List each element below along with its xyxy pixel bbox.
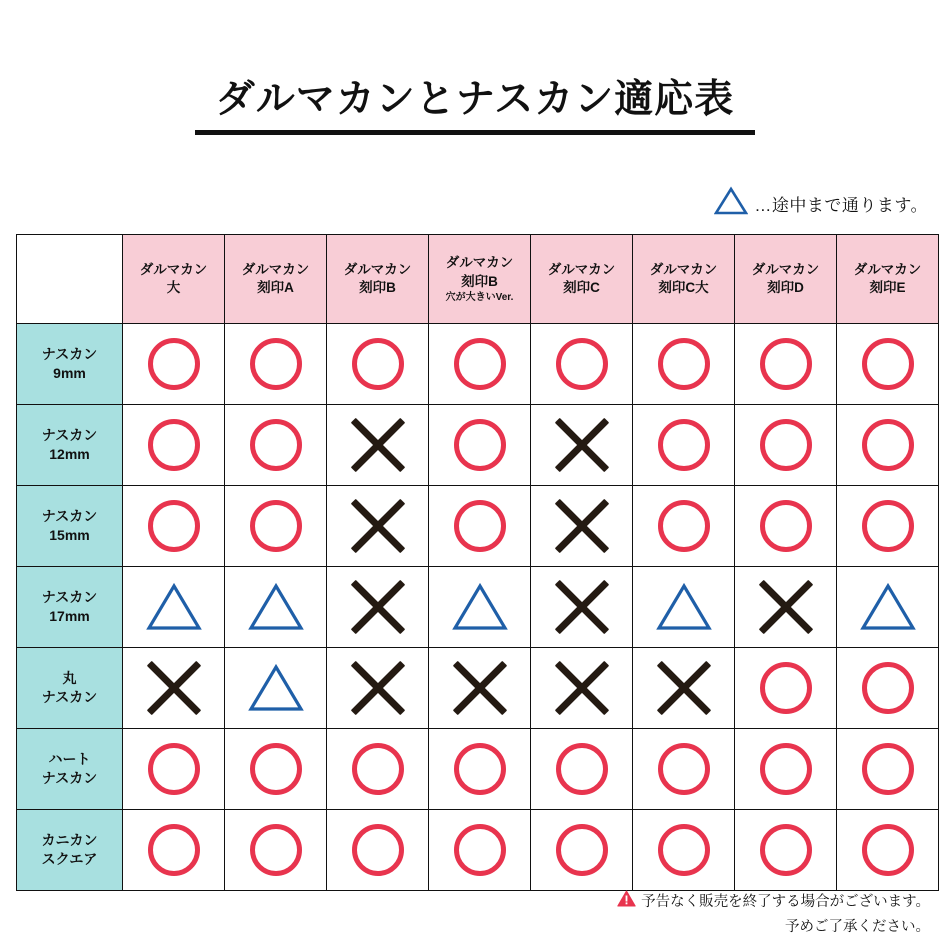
- column-header-3-line2: 刻印B: [461, 273, 498, 289]
- cell-r6-c6: [735, 810, 837, 891]
- column-header-1-line2: 刻印A: [257, 280, 294, 295]
- cross-icon: [351, 580, 405, 634]
- column-header-5: [633, 235, 735, 324]
- table-body: [17, 324, 939, 891]
- circle-icon: [454, 824, 506, 876]
- circle-icon: [658, 824, 710, 876]
- footnote-line-2: 予めご了承ください。: [785, 919, 930, 936]
- cell-r2-c4: [531, 486, 633, 567]
- column-header-6-line1: ダルマカン: [751, 261, 820, 277]
- cell-r3-c7: [837, 567, 939, 648]
- cell-r1-c6: [735, 405, 837, 486]
- cell-r1-c2: [327, 405, 429, 486]
- row-header-2-line2: 15mm: [49, 527, 90, 543]
- cell-r1-c0: [123, 405, 225, 486]
- circle-icon: [862, 662, 914, 714]
- cell-r2-c1: [225, 486, 327, 567]
- cell-r6-c3: [429, 810, 531, 891]
- table-row: [17, 486, 939, 567]
- column-header-2-line2: 刻印B: [359, 280, 396, 295]
- row-header-2-line1: ナスカン: [41, 508, 98, 525]
- circle-icon: [862, 824, 914, 876]
- page-title-area: [0, 0, 950, 135]
- cross-icon: [555, 661, 609, 715]
- cell-r5-c7: [837, 729, 939, 810]
- footnote-line-1: [617, 890, 930, 916]
- cell-r3-c1: [225, 567, 327, 648]
- column-header-3-sub: 穴が大きいVer.: [445, 291, 514, 303]
- row-header-1-line2: 12mm: [49, 446, 90, 462]
- table-corner-cell: [17, 235, 123, 324]
- cell-r2-c3: [429, 486, 531, 567]
- circle-icon: [760, 500, 812, 552]
- column-header-6-line2: 刻印D: [767, 280, 804, 295]
- cell-r6-c7: [837, 810, 939, 891]
- cross-icon: [759, 580, 813, 634]
- triangle-icon: [146, 582, 202, 632]
- cell-r1-c1: [225, 405, 327, 486]
- cell-r0-c3: [429, 324, 531, 405]
- table-row: [17, 648, 939, 729]
- cell-r5-c3: [429, 729, 531, 810]
- cell-r0-c4: [531, 324, 633, 405]
- row-header-4-line2: ナスカン: [41, 689, 98, 705]
- circle-icon: [148, 419, 200, 471]
- circle-icon: [454, 500, 506, 552]
- cell-r0-c5: [633, 324, 735, 405]
- cell-r4-c7: [837, 648, 939, 729]
- table-header-row: [17, 235, 939, 324]
- row-header-0-line2: 9mm: [53, 365, 86, 381]
- circle-icon: [454, 338, 506, 390]
- cross-icon: [351, 418, 405, 472]
- cell-r4-c0: [123, 648, 225, 729]
- cell-r1-c4: [531, 405, 633, 486]
- cell-r6-c2: [327, 810, 429, 891]
- circle-icon: [352, 743, 404, 795]
- circle-icon: [658, 419, 710, 471]
- cell-r2-c7: [837, 486, 939, 567]
- row-header-6-line2: スクエア: [41, 851, 98, 867]
- cell-r5-c4: [531, 729, 633, 810]
- row-header-5-line2: ナスカン: [41, 770, 98, 786]
- column-header-0-line1: ダルマカン: [139, 261, 208, 277]
- cell-r0-c1: [225, 324, 327, 405]
- cell-r3-c3: [429, 567, 531, 648]
- table-row: [17, 810, 939, 891]
- cross-icon: [555, 418, 609, 472]
- cell-r5-c0: [123, 729, 225, 810]
- circle-icon: [556, 824, 608, 876]
- cell-r6-c0: [123, 810, 225, 891]
- cell-r3-c5: [633, 567, 735, 648]
- row-header-5-line1: ハート: [48, 751, 91, 768]
- circle-icon: [250, 500, 302, 552]
- row-header-0-line1: ナスカン: [41, 346, 98, 363]
- cell-r4-c3: [429, 648, 531, 729]
- legend-label: …途中まで通ります。: [754, 196, 928, 215]
- triangle-icon: [452, 582, 508, 632]
- cell-r2-c6: [735, 486, 837, 567]
- cell-r6-c5: [633, 810, 735, 891]
- column-header-1-line1: ダルマカン: [241, 261, 310, 277]
- footnote: [617, 890, 930, 940]
- column-header-7: [837, 235, 939, 324]
- column-header-3: [429, 235, 531, 324]
- column-header-0-line2: 大: [166, 280, 181, 295]
- column-header-4-line2: 刻印C: [563, 280, 600, 295]
- cell-r1-c7: [837, 405, 939, 486]
- row-header-4: [17, 648, 123, 729]
- row-header-4-line1: 丸: [62, 670, 77, 687]
- triangle-icon: [248, 663, 304, 713]
- circle-icon: [352, 338, 404, 390]
- cross-icon: [351, 661, 405, 715]
- cross-icon: [453, 661, 507, 715]
- table-row: [17, 567, 939, 648]
- cell-r4-c2: [327, 648, 429, 729]
- cell-r1-c5: [633, 405, 735, 486]
- circle-icon: [760, 824, 812, 876]
- column-header-7-line2: 刻印E: [869, 280, 906, 295]
- circle-icon: [862, 419, 914, 471]
- circle-icon: [760, 338, 812, 390]
- cell-r0-c6: [735, 324, 837, 405]
- compatibility-table-wrapper: [16, 234, 939, 891]
- table-row: [17, 729, 939, 810]
- table-row: [17, 324, 939, 405]
- cross-icon: [147, 661, 201, 715]
- cell-r3-c0: [123, 567, 225, 648]
- cell-r3-c4: [531, 567, 633, 648]
- cell-r4-c4: [531, 648, 633, 729]
- page-title: ダルマカンとナスカン適応表: [215, 78, 735, 121]
- circle-icon: [658, 500, 710, 552]
- cell-r3-c6: [735, 567, 837, 648]
- circle-icon: [148, 824, 200, 876]
- circle-icon: [862, 500, 914, 552]
- column-header-6: [735, 235, 837, 324]
- cell-r2-c0: [123, 486, 225, 567]
- cell-r2-c5: [633, 486, 735, 567]
- row-header-6: [17, 810, 123, 891]
- circle-icon: [760, 419, 812, 471]
- row-header-0: [17, 324, 123, 405]
- column-header-4: [531, 235, 633, 324]
- circle-icon: [148, 500, 200, 552]
- cross-icon: [555, 499, 609, 553]
- column-header-2: [327, 235, 429, 324]
- triangle-icon: [714, 186, 748, 221]
- circle-icon: [250, 338, 302, 390]
- row-header-1: [17, 405, 123, 486]
- table-head: [17, 235, 939, 324]
- cell-r1-c3: [429, 405, 531, 486]
- triangle-icon: [860, 582, 916, 632]
- warning-icon: [617, 890, 636, 916]
- circle-icon: [250, 824, 302, 876]
- triangle-icon: [656, 582, 712, 632]
- cell-r3-c2: [327, 567, 429, 648]
- cell-r4-c6: [735, 648, 837, 729]
- circle-icon: [760, 743, 812, 795]
- table-row: [17, 405, 939, 486]
- compatibility-table: [16, 234, 939, 891]
- row-header-2: [17, 486, 123, 567]
- circle-icon: [658, 743, 710, 795]
- cell-r0-c7: [837, 324, 939, 405]
- circle-icon: [250, 419, 302, 471]
- row-header-5: [17, 729, 123, 810]
- circle-icon: [862, 338, 914, 390]
- column-header-4-line1: ダルマカン: [547, 261, 616, 277]
- circle-icon: [148, 743, 200, 795]
- cell-r5-c2: [327, 729, 429, 810]
- footnote-text-1: 予告なく販売を終了する場合がございます。: [641, 894, 930, 911]
- circle-icon: [352, 824, 404, 876]
- column-header-7-line1: ダルマカン: [853, 261, 922, 277]
- cell-r2-c2: [327, 486, 429, 567]
- cell-r6-c1: [225, 810, 327, 891]
- column-header-0: [123, 235, 225, 324]
- column-header-2-line1: ダルマカン: [343, 261, 412, 277]
- cell-r4-c1: [225, 648, 327, 729]
- column-header-5-line2: 刻印C大: [658, 280, 709, 295]
- title-underline: [195, 130, 755, 135]
- cell-r6-c4: [531, 810, 633, 891]
- cell-r0-c0: [123, 324, 225, 405]
- circle-icon: [556, 743, 608, 795]
- circle-icon: [862, 743, 914, 795]
- cell-r5-c1: [225, 729, 327, 810]
- circle-icon: [454, 743, 506, 795]
- cell-r5-c5: [633, 729, 735, 810]
- circle-icon: [658, 338, 710, 390]
- row-header-3-line2: 17mm: [49, 608, 90, 624]
- column-header-3-line1: ダルマカン: [445, 255, 514, 271]
- cross-icon: [657, 661, 711, 715]
- circle-icon: [250, 743, 302, 795]
- column-header-5-line1: ダルマカン: [649, 261, 718, 277]
- cell-r4-c5: [633, 648, 735, 729]
- cross-icon: [555, 580, 609, 634]
- cross-icon: [351, 499, 405, 553]
- cell-r0-c2: [327, 324, 429, 405]
- row-header-3-line1: ナスカン: [41, 589, 98, 606]
- circle-icon: [760, 662, 812, 714]
- row-header-6-line1: カニカン: [41, 832, 98, 849]
- triangle-icon: [248, 582, 304, 632]
- row-header-1-line1: ナスカン: [41, 427, 98, 444]
- circle-icon: [148, 338, 200, 390]
- cell-r5-c6: [735, 729, 837, 810]
- row-header-3: [17, 567, 123, 648]
- legend: [714, 186, 928, 221]
- circle-icon: [454, 419, 506, 471]
- column-header-1: [225, 235, 327, 324]
- circle-icon: [556, 338, 608, 390]
